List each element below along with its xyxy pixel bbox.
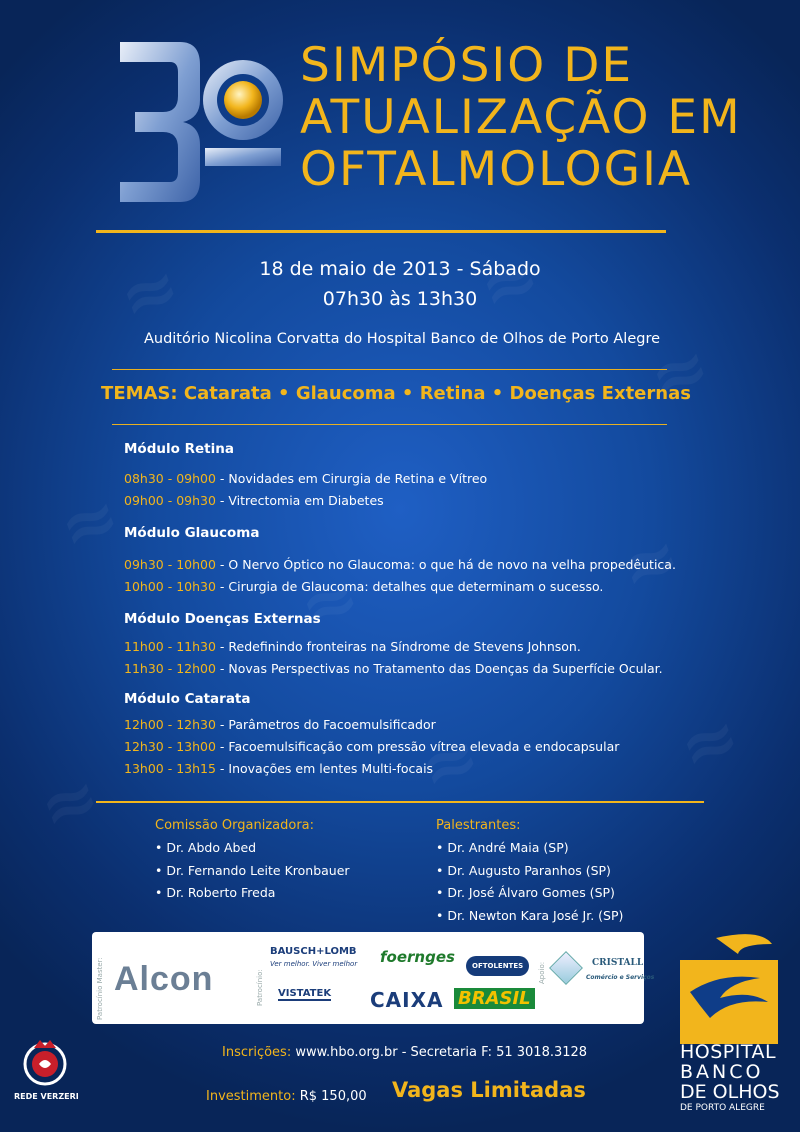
module-title: Módulo Catarata	[124, 691, 251, 707]
schedule-row: 13h00 - 13h15 - Inovações em lentes Multi-focais	[124, 761, 434, 776]
talk-title: Redefinindo fronteiras na Síndrome de Stevens Johnson.	[228, 639, 581, 654]
committee-member: • Dr. Abdo Abed	[155, 840, 257, 855]
event-venue: Auditório Nicolina Corvatta do Hospital Banco de Olhos de Porto Alegre	[143, 331, 661, 347]
rede-verzeri-emblem-icon	[20, 1036, 70, 1088]
committee-member: • Dr. Fernando Leite Kronbauer	[155, 862, 350, 878]
schedule-row: 12h30 - 13h00 - Facoemulsificação com pressão vítrea elevada e endocapsular	[124, 739, 620, 754]
talk-title: Novidades em Cirurgia de Retina e Vítreo	[228, 471, 488, 486]
hospital-name-line-1: HOSPITAL	[680, 1041, 777, 1063]
crystal-icon	[549, 951, 583, 985]
cristall-logo: CRISTALL	[592, 958, 644, 968]
brasil-logo: BRASIL	[454, 988, 535, 1009]
registration-info: www.hbo.org.br - Secretaria F: 51 3018.3128	[295, 1045, 588, 1060]
speaker: • Dr. André Maia (SP)	[436, 840, 569, 855]
event-title	[300, 40, 742, 196]
talk-title: Parâmetros do Facoemulsificador	[228, 717, 436, 732]
talk-time: 11h00 - 11h30	[124, 639, 216, 654]
speakers	[436, 818, 623, 927]
schedule-row: 12h00 - 12h30 - Parâmetros do Facoemulsificador	[124, 717, 436, 732]
talk-title: Vitrectomia em Diabetes	[228, 493, 384, 508]
schedule-row: 08h30 - 09h00 - Novidades em Cirurgia de Retina e Vítreo	[124, 471, 488, 486]
committee-heading: Comissão Organizadora:	[155, 818, 315, 833]
themes-top-rule	[112, 369, 667, 370]
talk-title: Inovações em lentes Multi-focais	[228, 761, 434, 776]
investment-value: R$ 150,00	[299, 1089, 367, 1104]
module-title: Módulo Doenças Externas	[124, 611, 321, 627]
oftolentes-logo: OFTOLENTES	[466, 956, 529, 976]
limited-seats: Vagas Limitadas	[392, 1078, 586, 1102]
caixa-logo: CAIXA	[370, 988, 444, 1012]
talk-time: 13h00 - 13h15	[124, 761, 216, 776]
foernges-logo: foernges	[380, 948, 455, 966]
sponsor-band	[92, 932, 655, 1024]
schedule-row: 11h00 - 11h30 - Redefinindo fronteiras na Síndrome de Stevens Johnson.	[124, 639, 581, 654]
schedule-row: 10h00 - 10h30 - Cirurgia de Glaucoma: detalhes que determinam o sucesso.	[124, 579, 604, 594]
investment-label: Investimento:	[206, 1089, 296, 1104]
title-line-3: OFTALMOLOGIA	[300, 142, 693, 197]
alcon-logo: Alcon	[114, 960, 214, 998]
talk-title: Facoemulsificação com pressão vítrea elevada e endocapsular	[228, 739, 620, 754]
talk-time: 11h30 - 12h00	[124, 661, 216, 676]
talk-title: O Nervo Óptico no Glaucoma: o que há de novo na velha propedêutica.	[228, 557, 676, 572]
talk-time: 10h00 - 10h30	[124, 579, 216, 594]
speaker: • Dr. Newton Kara José Jr. (SP)	[436, 907, 624, 923]
talk-time: 12h30 - 13h00	[124, 739, 216, 754]
title-divider	[96, 230, 666, 233]
talk-time: 09h00 - 09h30	[124, 493, 216, 508]
vistatek-logo: VISTATEK	[278, 988, 332, 999]
talk-time: 08h30 - 09h00	[124, 471, 216, 486]
themes-bottom-rule	[112, 424, 667, 425]
schedule-row: 11h30 - 12h00 - Novas Perspectivas no Tratamento das Doenças da Superfície Ocular.	[124, 661, 663, 676]
master-sponsor-label: Patrocínio Master:	[96, 957, 104, 1020]
speaker: • Dr. Augusto Paranhos (SP)	[436, 862, 611, 878]
title-line-2: ATUALIZAÇÃO EM	[300, 90, 742, 145]
talk-title: Cirurgia de Glaucoma: detalhes que determinam o sucesso.	[228, 579, 604, 594]
module-title: Módulo Glaucoma	[124, 525, 260, 541]
cristall-tagline: Comércio e Serviços	[586, 974, 655, 981]
talk-time: 09h30 - 10h00	[124, 557, 216, 572]
schedule-row: 09h30 - 10h00 - O Nervo Óptico no Glaucoma: o que há de novo na velha propedêutica.	[124, 557, 676, 572]
hospital-name	[680, 1042, 792, 1114]
registration-line	[222, 1045, 587, 1060]
rede-verzeri-label: REDE VERZERI	[14, 1092, 79, 1101]
support-label: Apoio:	[538, 961, 546, 984]
talk-title: Novas Perspectivas no Tratamento das Doenças da Superfície Ocular.	[228, 661, 663, 676]
event-time: 07h30 às 13h30	[322, 288, 478, 310]
hospital-name-line-3: DE OLHOS	[680, 1081, 780, 1103]
schedule-row: 09h00 - 09h30 - Vitrectomia em Diabetes	[124, 493, 384, 508]
hospital-emblem-icon	[680, 932, 778, 1044]
edition-number-graphic	[95, 30, 295, 215]
schedule-divider	[96, 801, 704, 803]
module-title: Módulo Retina	[124, 441, 234, 457]
speakers-heading: Palestrantes:	[436, 818, 521, 833]
event-date: 18 de maio de 2013 - Sábado	[259, 258, 541, 280]
schedule	[124, 438, 724, 780]
organizing-committee	[155, 818, 350, 905]
themes-line: TEMAS: Catarata • Glaucoma • Retina • Doenças Externas	[101, 383, 691, 404]
bausch-lomb-logo: BAUSCH+LOMB	[270, 946, 357, 957]
hospital-name-line-2: BANCO	[680, 1061, 764, 1083]
title-line-1: SIMPÓSIO DE	[300, 38, 634, 93]
talk-time: 12h00 - 12h30	[124, 717, 216, 732]
speaker: • Dr. José Álvaro Gomes (SP)	[436, 885, 615, 900]
registration-label: Inscrições:	[222, 1045, 292, 1060]
investment-line	[206, 1089, 367, 1104]
bausch-lomb-tagline: Ver melhor. Viver melhor	[270, 960, 358, 968]
sponsor-label: Patrocínio:	[256, 969, 264, 1006]
hospital-logo	[680, 932, 792, 1044]
hospital-name-line-4: DE PORTO ALEGRE	[680, 1103, 765, 1113]
committee-member: • Dr. Roberto Freda	[155, 885, 276, 900]
